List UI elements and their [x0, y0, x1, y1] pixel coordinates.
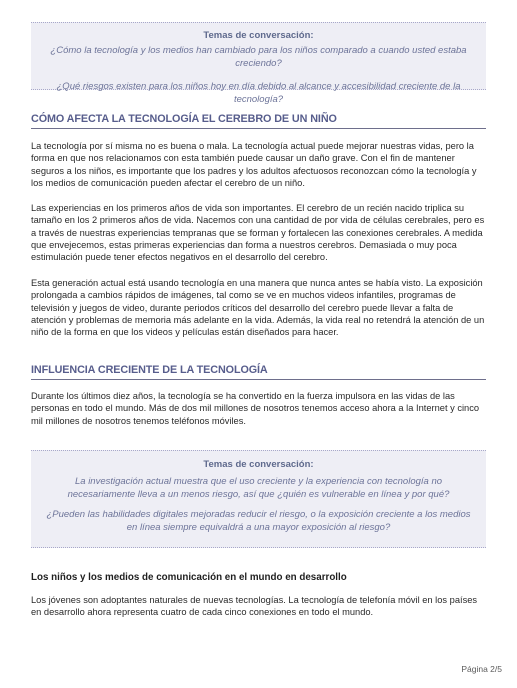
- talking-points-title: Temas de conversación:: [203, 459, 314, 470]
- paragraph: Durante los últimos diez años, la tecnología se ha convertido en la fuerza impulsora en las vidas de las personas en todo el mundo. Más de dos mil millones de nosotros tenemos acceso ahora a la Internet y cinco mil millones de nosotros tenemos teléfonos móviles.: [31, 391, 480, 426]
- section-heading: INFLUENCIA CRECIENTE DE LA TECNOLOGÍA: [31, 364, 486, 380]
- subsection-heading: Los niños y los medios de comunicación en el mundo en desarrollo: [31, 572, 347, 583]
- section-heading: CÓMO AFECTA LA TECNOLOGÍA EL CEREBRO DE UN NIÑO: [31, 113, 486, 129]
- talking-point-question: ¿Cómo la tecnología y los medios han cambiado para los niños comparado a cuando usted estaba creciendo?: [50, 45, 467, 69]
- paragraph: Esta generación actual está usando tecnología en una manera que nunca antes se había visto. La exposición prolongada a cambios rápidos de imágenes, tal como se ve en muchos videos infantiles, programas de televisión y juegos de video, durante periodos críticos del desarrollo del cerebro puede llevar a falta de atención y problemas de memoria más adelante en la vida. Además, la vida real no retendrá la atención de un niño de la forma en que los videos y películas están diseñados para hacer.: [31, 278, 485, 338]
- paragraph: Los jóvenes son adoptantes naturales de nuevas tecnologías. La tecnología de telefonía móvil en los países en desarrollo ahora representa cuatro de cada cinco conexiones en todo el mundo.: [31, 595, 478, 618]
- talking-point-question: ¿Qué riesgos existen para los niños hoy en día debido al alcance y accesibilidad creciente de la tecnología?: [56, 81, 461, 105]
- paragraph: Las experiencias en los primeros años de vida son importantes. El cerebro de un recién nacido triplica su tamaño en los 2 primeros años de vida. Nacemos con una cantidad de por vida de células cerebrales, pero es a través de nuestras experiencias tempranas que se forman y fortalecen las conexiones cerebrales. A medida que envejecemos, estas primeras experiencias dan forma a nuestros cerebros. Demasiada o muy poca estimulación puede tener efectos negativos en el desarrollo del cerebro.: [31, 203, 485, 263]
- paragraph: La tecnología por sí misma no es buena o mala. La tecnología actual puede mejorar nuestras vidas, pero la forma en que nos relacionamos con esta también puede causar un daño grave. Con el fin de mantener seguros a los niños, es importante que los padres y los adultos afectuosos reconozcan cómo la tecnología y los medios de comunicación pueden afectar el cerebro de un niño.: [31, 141, 477, 188]
- talking-point-question: La investigación actual muestra que el uso creciente y la experiencia con tecnología no necesariamente lleva a un menos riesgo, así que ¿quién es vulnerable en línea y por qué?: [67, 476, 450, 500]
- page-number: Página 2/5: [461, 664, 502, 674]
- talking-points-box: [31, 450, 486, 548]
- talking-point-question: ¿Pueden las habilidades digitales mejoradas reducir el riesgo, o la exposición creciente a los medios en línea siempre equivaldrá a una mayor exposición al riesgo?: [46, 509, 471, 533]
- talking-points-box: [31, 22, 486, 105]
- talking-points-title: Temas de conversación:: [203, 30, 314, 41]
